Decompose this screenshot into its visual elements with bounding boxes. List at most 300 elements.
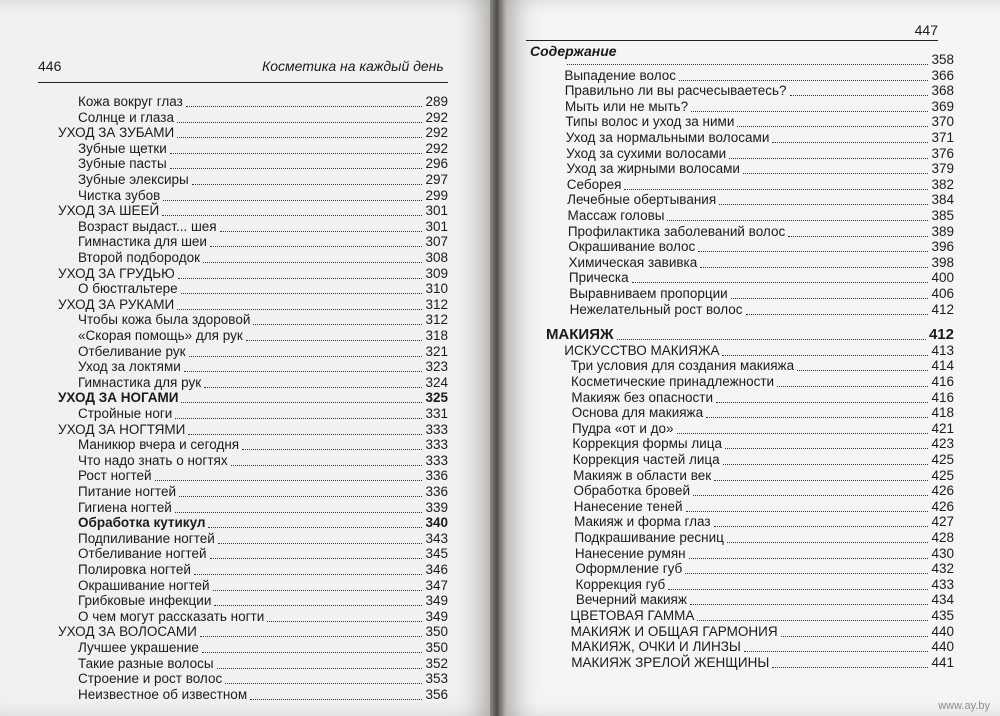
toc-entry-title: Пудра «от и до» xyxy=(572,420,674,436)
toc-dot-leader xyxy=(210,557,423,559)
toc-entry-title: Гимнастика для рук xyxy=(78,374,202,390)
toc-entry-page: 352 xyxy=(425,655,448,671)
right-header-rule xyxy=(526,40,938,41)
toc-entry-title: Правильно ли вы расчесываетесь? xyxy=(564,83,787,99)
toc-entry-page: 325 xyxy=(425,390,448,406)
toc-dot-leader xyxy=(706,416,928,418)
toc-dot-leader xyxy=(731,297,929,299)
toc-entry xyxy=(573,468,954,484)
toc-entry-title: МАКИЯЖ ЗРЕЛОЙ ЖЕНЩИНЫ xyxy=(571,654,770,670)
toc-entry-title: «Скорая помощь» для рук xyxy=(78,328,243,343)
toc-entry xyxy=(575,561,954,577)
toc-dot-leader xyxy=(178,277,423,279)
toc-entry-title: Уход за нормальными волосами xyxy=(565,130,770,145)
toc-entry xyxy=(567,177,954,193)
toc-entry-title: Рост ногтей xyxy=(78,468,152,484)
toc-entry-page: 366 xyxy=(931,67,954,83)
toc-entry-page: 428 xyxy=(931,530,954,545)
toc-entry xyxy=(569,255,954,271)
toc-entry xyxy=(571,358,954,374)
toc-entry-page: 406 xyxy=(931,286,954,301)
toc-entry xyxy=(571,624,954,640)
toc-dot-leader xyxy=(772,666,928,668)
toc-dot-leader xyxy=(177,308,422,310)
toc-dot-leader xyxy=(170,167,423,169)
toc-dot-leader xyxy=(797,369,928,371)
toc-entry-page: 350 xyxy=(425,640,448,655)
toc-entry-page: 333 xyxy=(425,421,448,437)
toc-dot-leader xyxy=(162,214,422,216)
toc-dot-leader xyxy=(175,417,422,419)
toc-entry-title: О чем могут рассказать ногти xyxy=(78,608,265,624)
toc-entry xyxy=(78,609,448,625)
toc-entry-page: 426 xyxy=(931,498,954,514)
toc-entry xyxy=(58,422,448,438)
toc-dot-leader xyxy=(267,620,422,622)
toc-entry xyxy=(572,421,954,437)
toc-entry xyxy=(571,390,954,406)
toc-entry-title: Подкрашивание ресниц xyxy=(574,530,724,545)
toc-entry xyxy=(576,592,954,608)
toc-entry-title: Лучшее украшение xyxy=(78,640,199,655)
toc-entry-title: Строение и рост волос xyxy=(78,671,223,687)
toc-entry-title: УХОД ЗА РУКАМИ xyxy=(58,296,175,312)
toc-entry-title: Коррекция частей лица xyxy=(572,452,720,467)
book-gutter xyxy=(490,0,506,716)
toc-entry xyxy=(78,188,448,204)
toc-entry xyxy=(573,483,954,499)
toc-entry xyxy=(78,281,448,297)
toc-entry-page: 434 xyxy=(931,592,954,608)
toc-dot-leader xyxy=(177,121,422,123)
toc-entry-page: 307 xyxy=(425,234,448,250)
toc-entry-page: 376 xyxy=(931,145,954,161)
toc-entry-title: Что надо знать о ногтях xyxy=(78,452,228,468)
toc-entry xyxy=(78,468,448,484)
toc-entry-page: 389 xyxy=(931,223,954,239)
toc-entry-page: 432 xyxy=(931,561,954,577)
toc-entry xyxy=(78,375,448,391)
toc-entry-title: Грибковые инфекции xyxy=(78,593,212,609)
toc-entry-page: 324 xyxy=(425,374,448,390)
toc-entry-page: 292 xyxy=(425,140,448,156)
toc-entry-page: 301 xyxy=(425,203,448,219)
toc-entry-title: УХОД ЗА ЗУБАМИ xyxy=(58,125,175,141)
toc-entry-page: 412 xyxy=(931,301,954,317)
toc-entry-title: Прическа xyxy=(568,270,629,286)
toc-entry-title: Неизвестное об известном xyxy=(78,686,248,702)
toc-entry-title: Подпиливание ногтей xyxy=(78,530,215,546)
toc-entry xyxy=(564,343,954,359)
toc-entry-page: 368 xyxy=(931,83,954,99)
toc-dot-leader xyxy=(700,266,928,268)
toc-entry-title: Зубные пасты xyxy=(78,156,167,172)
toc-entry-title: Коррекция формы лица xyxy=(572,436,723,452)
toc-dot-leader xyxy=(242,448,422,450)
toc-entry-title: Стройные ноги xyxy=(78,406,173,421)
toc-entry-title: Окрашивание ногтей xyxy=(78,577,210,593)
toc-dot-leader xyxy=(677,432,929,434)
toc-entry xyxy=(78,406,448,422)
toc-entry-page: 421 xyxy=(931,420,954,436)
toc-entry xyxy=(570,608,954,624)
toc-entry xyxy=(568,208,955,224)
toc-entry-page: 331 xyxy=(425,406,448,421)
toc-entry xyxy=(571,639,954,655)
toc-entry-page: 308 xyxy=(425,250,448,265)
toc-dot-leader xyxy=(723,463,929,465)
toc-entry-title: Отбеливание рук xyxy=(78,343,186,359)
toc-dot-leader xyxy=(184,370,423,372)
toc-entry xyxy=(570,302,954,318)
toc-entry-page: 358 xyxy=(931,52,954,67)
toc-entry-title: Окрашивание волос xyxy=(568,239,696,255)
toc-dot-leader xyxy=(714,479,928,481)
toc-entry-page: 349 xyxy=(425,593,448,609)
toc-entry-title: Выравниваем пропорции xyxy=(569,286,728,301)
toc-dot-leader xyxy=(722,354,928,356)
toc-entry-title: Оформление губ xyxy=(575,561,683,577)
toc-dot-leader xyxy=(727,541,929,543)
toc-entry-page: 310 xyxy=(425,281,448,297)
toc-entry-page: 339 xyxy=(425,499,448,515)
toc-entry-page: 384 xyxy=(931,192,954,208)
toc-entry xyxy=(78,562,448,578)
toc-entry-title: МАКИЯЖ xyxy=(545,326,614,344)
toc-dot-leader xyxy=(725,447,928,449)
toc-entry-page: 427 xyxy=(931,514,954,530)
toc-dot-leader xyxy=(743,172,928,174)
toc-entry-page: 435 xyxy=(931,608,954,623)
toc-entry xyxy=(78,578,448,594)
toc-dot-leader xyxy=(194,573,423,575)
toc-entry xyxy=(58,266,448,282)
toc-entry-page: 441 xyxy=(931,654,954,670)
toc-entry-title: МАКИЯЖ И ОБЩАЯ ГАРМОНИЯ xyxy=(570,623,778,639)
toc-entry-page: 343 xyxy=(425,530,448,546)
toc-entry xyxy=(78,328,448,344)
toc-entry-page: 292 xyxy=(425,109,448,125)
toc-dot-leader xyxy=(225,682,422,684)
toc-entry-page: 345 xyxy=(425,546,448,562)
toc-entry-page: 336 xyxy=(425,484,448,499)
toc-entry-page: 340 xyxy=(425,515,448,531)
toc-entry-page: 333 xyxy=(425,437,448,453)
toc-dot-leader xyxy=(624,188,928,190)
toc-entry xyxy=(566,161,954,177)
toc-entry-title: Кожа вокруг глаз xyxy=(78,94,183,109)
toc-entry-title: Макияж и форма глаз xyxy=(574,514,711,530)
right-running-title: Содержание xyxy=(530,43,617,59)
toc-entry-title: Полировка ногтей xyxy=(78,562,191,577)
toc-entry xyxy=(566,146,954,162)
toc-dot-leader xyxy=(698,250,928,252)
toc-entry-title: Нанесение теней xyxy=(573,498,683,514)
toc-entry xyxy=(78,593,448,609)
toc-entry-page: 312 xyxy=(425,296,448,312)
toc-entry-title: УХОД ЗА НОГТЯМИ xyxy=(58,421,186,437)
toc-entry xyxy=(78,546,448,562)
toc-entry xyxy=(566,130,954,146)
toc-entry-title: УХОД ЗА ВОЛОСАМИ xyxy=(58,624,197,640)
toc-entry-page: 370 xyxy=(931,114,954,130)
toc-dot-leader xyxy=(181,292,423,294)
toc-dot-leader xyxy=(155,479,423,481)
toc-entry-title: ИСКУССТВО МАКИЯЖА xyxy=(564,342,720,358)
toc-entry-title: Второй подбородок xyxy=(78,250,201,265)
toc-entry xyxy=(573,452,954,468)
toc-dot-leader xyxy=(567,63,928,65)
toc-entry-page: 440 xyxy=(931,623,954,639)
toc-entry-title: Гимнастика для шеи xyxy=(78,234,207,250)
toc-entry-title: Себорея xyxy=(566,176,622,192)
toc-dot-leader xyxy=(189,355,423,357)
toc-entry-title: Такие разные волосы xyxy=(78,655,214,671)
toc-dot-leader xyxy=(177,136,422,138)
toc-entry-page: 385 xyxy=(931,208,954,223)
toc-entry xyxy=(78,515,448,531)
toc-entry-title: Возраст выдаст... шея xyxy=(78,218,217,234)
toc-entry xyxy=(78,640,448,656)
toc-entry-page: 412 xyxy=(928,326,954,344)
toc-dot-leader xyxy=(729,157,928,159)
toc-entry-page: 426 xyxy=(931,483,954,499)
toc-dot-leader xyxy=(691,110,928,112)
toc-entry-title: Уход за сухими волосами xyxy=(566,145,727,161)
toc-entry-page: 336 xyxy=(425,468,448,484)
toc-entry-title: УХОД ЗА НОГАМИ xyxy=(58,390,179,406)
toc-entry-page: 416 xyxy=(931,374,954,389)
toc-entry-title: Солнце и глаза xyxy=(78,109,174,125)
toc-entry xyxy=(567,192,954,208)
toc-entry-title: Основа для макияжа xyxy=(571,405,704,421)
toc-dot-leader xyxy=(744,650,929,652)
toc-dot-leader xyxy=(617,338,926,340)
toc-entry-page: 299 xyxy=(425,187,448,203)
toc-entry-page: 353 xyxy=(425,671,448,687)
toc-entry-title: Коррекция губ xyxy=(575,576,666,592)
toc-entry-title: Отбеливание ногтей xyxy=(78,546,207,562)
toc-entry xyxy=(568,239,954,255)
toc-entry-page: 440 xyxy=(931,639,954,655)
toc-entry-page: 289 xyxy=(425,94,448,109)
toc-dot-leader xyxy=(250,698,422,700)
toc-dot-leader xyxy=(689,557,929,559)
toc-dot-leader xyxy=(714,525,929,527)
toc-dot-leader xyxy=(217,667,423,669)
toc-entry-page: 423 xyxy=(931,436,954,452)
toc-entry-title: Типы волос и уход за ними xyxy=(565,114,735,130)
watermark: www.ay.by xyxy=(938,700,990,712)
toc-entry xyxy=(78,344,448,360)
toc-entry-page: 398 xyxy=(931,254,954,270)
toc-entry-title: Вечерний макияж xyxy=(575,592,687,608)
toc-entry-page: 321 xyxy=(425,343,448,359)
toc-dot-leader xyxy=(690,603,929,605)
toc-entry xyxy=(78,172,448,188)
toc-entry xyxy=(546,327,954,343)
toc-dot-leader xyxy=(667,219,928,221)
toc-entry-title: Массаж головы xyxy=(567,208,665,223)
toc-dot-leader xyxy=(179,495,422,497)
toc-dot-leader xyxy=(218,542,423,544)
toc-entry-title: УХОД ЗА ШЕЕЙ xyxy=(58,203,160,219)
toc-dot-leader xyxy=(181,401,422,403)
toc-entry-title: Три условия для создания макияжа xyxy=(570,358,795,374)
toc-entry-title: Обработка бровей xyxy=(573,483,691,499)
toc-entry-page: 297 xyxy=(425,172,448,187)
toc-entry xyxy=(78,312,448,328)
toc-dot-leader xyxy=(202,651,423,653)
toc-dot-leader xyxy=(716,401,928,403)
toc-entry-title: Зубные щетки xyxy=(78,140,167,156)
toc-dot-leader xyxy=(668,588,928,590)
toc-entry-page: 369 xyxy=(931,98,954,114)
toc-dot-leader xyxy=(693,494,928,496)
toc-entry-title: Уход за жирными волосами xyxy=(566,161,740,177)
toc-dot-leader xyxy=(188,433,422,435)
toc-entry-title: Питание ногтей xyxy=(78,484,177,499)
toc-entry xyxy=(78,219,448,235)
toc-entry-title: Гигиена ногтей xyxy=(78,499,172,515)
toc-entry xyxy=(78,359,448,375)
toc-entry xyxy=(58,203,448,219)
toc-dot-leader xyxy=(788,235,928,237)
toc-dot-leader xyxy=(790,94,929,96)
toc-entry-title: Нанесение румян xyxy=(574,545,686,561)
toc-dot-leader xyxy=(686,510,929,512)
toc-dot-leader xyxy=(737,125,928,127)
toc-entry xyxy=(575,530,955,546)
toc-entry xyxy=(78,250,448,266)
toc-entry-title: Уход за локтями xyxy=(78,359,181,375)
toc-entry xyxy=(564,68,954,84)
toc-entry xyxy=(565,114,954,130)
toc-dot-leader xyxy=(781,635,929,637)
toc-entry-page: 430 xyxy=(931,545,954,561)
toc-entry-title: Макияж в области век xyxy=(573,467,712,483)
toc-entry-title: МАКИЯЖ, ОЧКИ И ЛИНЗЫ xyxy=(570,639,741,655)
toc-dot-leader xyxy=(214,604,422,606)
toc-entry-page: 312 xyxy=(425,312,448,328)
toc-entry-title: О бюстгальтере xyxy=(78,281,178,297)
toc-entry-title: Косметические принадлежности xyxy=(571,374,775,389)
toc-entry-title: Маникюр вчера и сегодня xyxy=(78,437,240,453)
toc-entry-title: Макияж без опасности xyxy=(571,389,714,405)
toc-dot-leader xyxy=(170,152,423,154)
toc-dot-leader xyxy=(192,183,423,185)
toc-entry xyxy=(78,453,448,469)
toc-dot-leader xyxy=(632,281,929,283)
toc-entry-page: 296 xyxy=(425,156,448,172)
toc-entry xyxy=(569,286,954,302)
toc-dot-leader xyxy=(746,313,929,315)
toc-entry-title: ЦВЕТОВАЯ ГАММА xyxy=(570,608,695,623)
toc-entry xyxy=(564,52,954,68)
toc-entry-page: 309 xyxy=(425,265,448,281)
toc-entry-title: Профилактика заболеваний волос xyxy=(567,223,786,239)
toc-dot-leader xyxy=(231,464,423,466)
toc-entry xyxy=(78,500,448,516)
toc-dot-leader xyxy=(253,323,422,325)
toc-entry-page: 433 xyxy=(931,576,954,592)
toc-dot-leader xyxy=(697,619,928,621)
toc-dot-leader xyxy=(772,141,928,143)
toc-entry-page: 371 xyxy=(931,130,954,145)
toc-dot-leader xyxy=(203,261,422,263)
toc-entry xyxy=(574,514,954,530)
toc-entry-title: Чтобы кожа была здоровой xyxy=(78,312,251,328)
toc-entry-page: 379 xyxy=(931,161,954,177)
toc-entry xyxy=(569,270,954,286)
toc-entry-page: 318 xyxy=(425,328,448,343)
toc-entry xyxy=(78,141,448,157)
toc-entry-title: Выпадение волос xyxy=(564,67,677,83)
toc-dot-leader xyxy=(163,199,422,201)
toc-entry xyxy=(571,374,954,390)
toc-entry xyxy=(78,437,448,453)
toc-entry-page: 346 xyxy=(425,562,448,577)
toc-dot-leader xyxy=(210,245,423,247)
toc-entry xyxy=(78,656,448,672)
toc-dot-leader xyxy=(204,386,422,388)
toc-dot-leader xyxy=(208,526,422,528)
toc-entry-title: Зубные элексиры xyxy=(78,172,189,187)
toc-entry-page: 347 xyxy=(425,577,448,593)
toc-entry xyxy=(58,624,448,640)
toc-entry xyxy=(78,94,448,110)
toc-entry-page: 356 xyxy=(425,686,448,702)
toc-entry-page: 349 xyxy=(425,608,448,624)
toc-entry xyxy=(78,156,448,172)
toc-entry xyxy=(575,546,954,562)
toc-entry-page: 350 xyxy=(425,624,448,640)
toc-entry-title: УХОД ЗА ГРУДЬЮ xyxy=(58,265,175,281)
toc-entry xyxy=(78,110,448,126)
toc-entry xyxy=(58,390,448,406)
toc-entry-page: 382 xyxy=(931,176,954,192)
toc-dot-leader xyxy=(186,105,423,107)
toc-entry-page: 396 xyxy=(931,239,954,255)
toc-entry xyxy=(571,655,954,671)
toc-entry-page: 416 xyxy=(931,389,954,405)
right-page xyxy=(506,0,1000,716)
toc-entry xyxy=(572,436,954,452)
toc-entry-title: Лечебные обертывания xyxy=(567,192,717,208)
toc-dot-leader xyxy=(246,339,423,341)
left-page-number: 446 xyxy=(38,58,62,74)
toc-dot-leader xyxy=(685,572,928,574)
right-page-number: 447 xyxy=(914,22,938,38)
left-header-rule xyxy=(38,82,448,83)
toc-entry-title: Обработка кутикул xyxy=(78,515,206,531)
toc-entry-title: Мыть или не мыть? xyxy=(565,98,689,114)
toc-dot-leader xyxy=(220,230,423,232)
toc-entry xyxy=(572,405,954,421)
toc-dot-leader xyxy=(213,589,423,591)
toc-entry-title: Чистка зубов xyxy=(78,187,161,203)
toc-entry xyxy=(78,531,448,547)
toc-entry-page: 400 xyxy=(931,270,954,286)
toc-entry-page: 292 xyxy=(425,125,448,141)
toc-entry-page: 333 xyxy=(425,452,448,468)
toc-entry-page: 413 xyxy=(931,342,954,358)
toc-entry xyxy=(78,671,448,687)
toc-entry-page: 418 xyxy=(931,405,954,421)
toc-entry xyxy=(78,234,448,250)
toc-entry-page: 414 xyxy=(931,358,954,374)
toc-entry xyxy=(58,125,448,141)
